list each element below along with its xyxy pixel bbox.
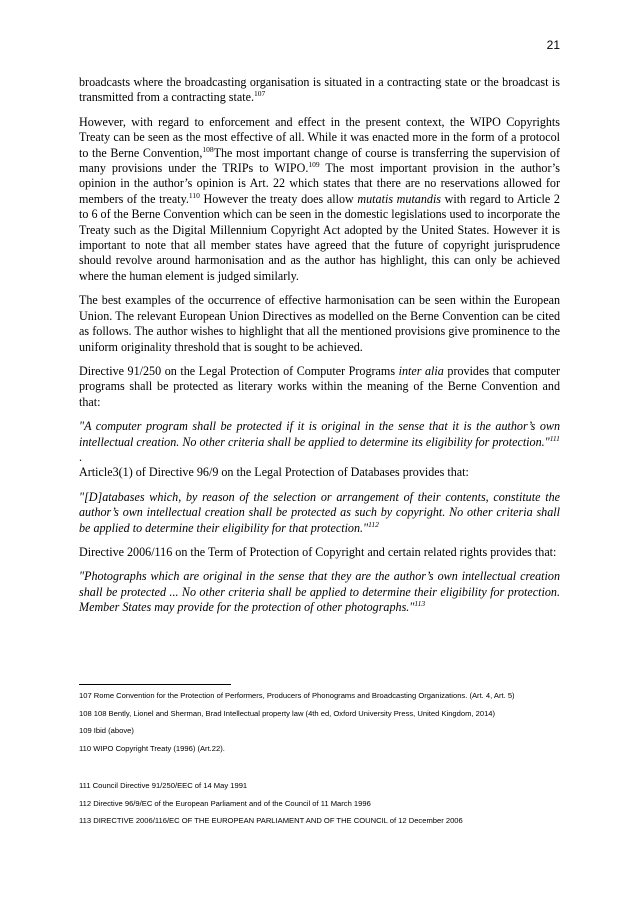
- footnote-111: 111 Council Directive 91/250/EEC of 14 May 1991: [79, 781, 248, 790]
- stray-period: .: [79, 449, 83, 464]
- paragraph-wipo-treaty: However, with regard to enforcement and effect in the present context, the WIPO Copyrights Treaty can be seen as the most effective of all. While it was enacted more in the form of a protocol to the Berne Convention,$^{108}$The most important change of course is transferring the supervision of many provisions under the TRIPs to WIPO.$^{109}$ The most important provision in the author’s opinion in the author’s opinion is Art. 22 which states that there are no reservations allowed for members of the treaty.$^{110}$ However the treaty does allow mutatis mutandis with regard to Article 2 to 6 of the Berne Convention which can be seen in the domestic legislations used to incorporate the Treaty such as the Digital Millennium Copyright Act adopted by the United States. However it is important to note that all member states have agreed that the future of copyright jurisprudence should revolve around harmonisation and as the author has highlight, this can only be achieved where the human element is judged similarly.: [79, 114, 560, 283]
- footnote-ref-111[interactable]: 111: [549, 433, 560, 443]
- quote-computer-program: "A computer program shall be protected if it is original in the sense that it is the author’s own intellectual creation. No other criteria shall be applied to determine its eligibility for protection."$^{111}$: [79, 419, 560, 449]
- footnote-ref-108[interactable]: 108: [202, 144, 214, 154]
- emphasis-inter-alia: inter alia: [398, 363, 444, 378]
- emphasis-mutatis-mutandis: mutatis mutandis: [357, 191, 442, 206]
- body-text: [79, 75, 560, 625]
- paragraph-directive-2006-116: Directive 2006/116 on the Term of Protection of Copyright and certain related rights provides that:: [79, 544, 557, 559]
- footnote-ref-113[interactable]: 113: [414, 599, 426, 609]
- quote-photographs: "Photographs which are original in the sense that they are the author’s own intellectual creation shall be protected ... No other criteria shall be applied to determine their eligibility for protection. Member States may provide for the protection of other photographs."$^{113}$: [79, 569, 560, 615]
- footnote-separator: [79, 684, 231, 685]
- footnote-110: 110 WIPO Copyright Treaty (1996) (Art.22).: [79, 743, 225, 753]
- paragraph-broadcasts: broadcasts where the broadcasting organisation is situated in a contracting state or the broadcast is transmitted from a contracting state.$^{107}$: [79, 75, 560, 105]
- footnote-109: 109 Ibid (above): [79, 726, 134, 735]
- quote-databases: "[D]atabases which, by reason of the selection or arrangement of their contents, constitute the author’s own intellectual creation shall be protected as such by copyright. No other criteria shall be applied to determine their eligibility for that protection."$^{112}$: [79, 489, 560, 535]
- footnotes-group-2: [79, 777, 569, 830]
- footnote-107: 107 Rome Convention for the Protection of Performers, Producers of Phonograms and Broadcasting Organizations. (Art. 4, Art. 5): [79, 691, 515, 700]
- paragraph-directive-91-250: Directive 91/250 on the Legal Protection of Computer Programs inter alia provides that computer programs shall be protected as literary works within the meaning of the Berne Convention and that:: [79, 363, 560, 409]
- paragraph-eu-harmonisation: The best examples of the occurrence of effective harmonisation can be seen within the European Union. The relevant European Union Directives as modelled on the Berne Convention can be cited as follows. The author wishes to highlight that all the mentioned provisions give prominence to the uniform originality threshold that is sought to be achieved.: [79, 293, 560, 354]
- footnote-ref-110[interactable]: 110: [188, 190, 200, 200]
- footnote-112: 112 Directive 96/9/EC of the European Parliament and of the Council of 11 March 1996: [79, 798, 371, 808]
- page-number: 21: [546, 38, 560, 52]
- footnote-ref-107[interactable]: 107: [253, 89, 266, 99]
- footnote-108: 108 108 Bently, Lionel and Sherman, Brad Intellectual property law (4th ed, Oxford University Press, United Kingdom, 2014): [79, 708, 496, 718]
- paragraph-article-3-1: Article3(1) of Directive 96/9 on the Legal Protection of Databases provides that:: [79, 465, 469, 480]
- footnote-ref-109[interactable]: 109: [308, 160, 320, 169]
- footnotes-group-1: [79, 687, 569, 757]
- footnote-113: 113 DIRECTIVE 2006/116/EC OF THE EUROPEAN PARLIAMENT AND OF THE COUNCIL of 12 December 2006: [79, 816, 463, 825]
- footnote-ref-112[interactable]: 112: [368, 519, 379, 529]
